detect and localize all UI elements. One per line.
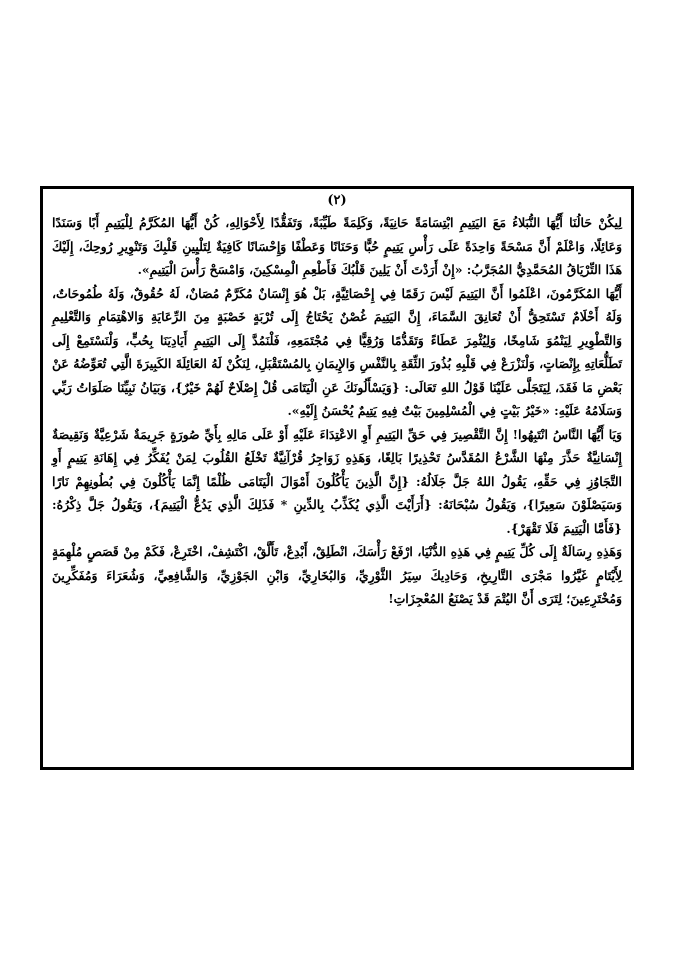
- paragraph: أَيُّهَا المُكَرَّمُونَ، اعْلَمُوا أَنَّ اليَتِيمَ لَيْسَ رَقَمًا فِي إِحْصَائِيَّةٍ، بَلْ هُوَ إِنْسَانٌ مُكَرَّمٌ مُصَانٌ، لَهُ حُقُوقٌ، وَلَهُ طُمُوحَاتٌ، وَلَهُ أَحْلَامٌ تَسْتَحِقُّ أَنْ تُعَانِقَ السَّمَاءَ، إِنَّ اليَتِيمَ غُصْنٌ يَحْتَاجُ إِلَى تُرْبَةٍ خَصْبَةٍ مِنَ الرِّعَايَةِ وَالاهْتِمَامِ وَالتَّعْلِيمِ وَالتَّطْوِيرِ لِيَنْمُوَ شَامِخًا، وَلِيُثْمِرَ عَطَاءً وَتَقَدُّمًا وَرُقِيًّا فِي مُجْتَمَعِهِ، فَلْنَمُدَّ إِلَى اليَتِيمِ أَيَادِيَنَا بِحُبٍّ، وَلْنَسْتَمِعْ إِلَى تَطَلُّعَاتِهِ بِإِنْصَاتٍ، وَلْنَزْرَعْ فِي قَلْبِهِ بُذُورَ الثِّقَةِ بِالنَّفْسِ وَالإِيمَانِ بِالمُسْتَقْبَلِ، لِنَكُنْ لَهُ العَائِلَةَ الكَبِيرَةَ الَّتِي تُعَوِّضُهُ عَنْ بَعْضِ مَا فَقَدَ، لِيَتَجَلَّى عَلَيْنَا قَوْلُ اللهِ تَعَالَى: {وَيَسْأَلُونَكَ عَنِ الْيَتَامَى قُلْ إِصْلَاحٌ لَهُمْ خَيْرٌ}، وَبَيَانُ نَبِيِّنَا صَلَوَاتُ رَبِّي وَسَلَامُهُ عَلَيْهِ: «خَيْرُ بَيْتٍ فِي الْمُسْلِمِينَ بَيْتٌ فِيهِ يَتِيمٌ يُحْسَنُ إِلَيْهِ».: [52, 285, 622, 418]
- paragraph: لِيكُنْ حَالُنَا أَيُّهَا النُّبَلاءُ مَعَ اليَتِيمِ ابْتِسَامَةً حَانِيَةً، وَكَلِمَةً طَيِّبَةً، وَتَفَقُّدًا لِأَحْوَالِهِ، كُنْ أَيُّهَا المُكَرَّمُ لِلْيَتِيمِ أَبًا وَسَنَدًا وَعَائِلًا، وَاعْلَمْ أَنَّ مَسْحَةً وَاحِدَةً عَلَى رَأْسِ يَتِيمٍ حُبًّا وَحَنَانًا وَعَطْفًا وَإِحْسَانًا كَافِيَةٌ لِتَلْيِينِ قَلْبِكَ وَتَنْوِيرِ رُوحِكَ، إِلَيْكَ هَذَا التِّرْيَاقُ المُحَمَّدِيُّ المُجَرَّبُ: «إِنْ أَرَدْتَ أَنْ يَلِينَ قَلْبُكَ فَأَطْعِمِ الْمِسْكِينَ، وَامْسَحْ رَأْسَ الْيَتِيمِ».: [52, 215, 622, 277]
- body-text: [52, 211, 622, 611]
- paragraph: وَهَذِهِ رِسَالَةٌ إِلَى كُلِّ يَتِيمٍ فِي هَذِهِ الدُّنْيَا، ارْفَعْ رَأْسَكَ، انْطَلِقْ، أَبْدِعْ، تَأَلَّقْ، اكْتَشِفْ، اخْتَرِعْ، فَكَمْ مِنْ قَصَصٍ مُلْهِمَةٍ لِأَيْتَامٍ غَيَّرُوا مَجْرَى التَّارِيخِ، وَحَادِيكَ سِيَرُ الثَّوْرِيِّ، وَالبُخَارِيِّ، وَابْنِ الجَوْزِيِّ، وَالشَّافِعِيِّ، وَشُعَرَاءَ وَمُفَكِّرِينَ وَمُخْتَرِعِينَ؛ لِتَرَى أَنَّ اليُتْمَ قَدْ يَصْنَعُ المُعْجِزَاتِ!: [52, 544, 622, 606]
- page-number: (٢): [327, 193, 347, 208]
- paragraph: وَيَا أَيُّهَا النَّاسُ انْتَبِهُوا! إِنَّ التَّقْصِيرَ فِي حَقِّ اليَتِيمِ أَوِ الاعْتِدَاءَ عَلَيْهِ أَوْ عَلَى مَالِهِ بِأَيِّ صُورَةٍ جَرِيمَةٌ شَرْعِيَّةٌ وَنَقِيصَةٌ إِنْسَانِيَّةٌ حَذَّرَ مِنْهَا الشَّرْعُ المُقَدَّسُ تَحْذِيرًا بَالِغًا، وَهَذِهِ زَوَاجِرُ قُرْآنِيَّةٌ تَخْلَعُ القُلُوبَ لِمَنْ يُفَكِّرُ فِي إِهَانَةِ يَتِيمٍ أَوِ التَّجَاوُزِ فِي حَقِّهِ، يَقُولُ اللهُ جَلَّ جَلَالُهُ: {إِنَّ الَّذِينَ يَأْكُلُونَ أَمْوَالَ الْيَتَامَى ظُلْمًا إِنَّمَا يَأْكُلُونَ فِي بُطُونِهِمْ نَارًا وَسَيَصْلَوْنَ سَعِيرًا}، وَيَقُولُ سُبْحَانَهُ: {أَرَأَيْتَ الَّذِي يُكَذِّبُ بِالدِّينِ * فَذَلِكَ الَّذِي يَدُعُّ الْيَتِيمَ}، وَيَقُولُ جَلَّ ذِكْرُهُ: {فَأَمَّا الْيَتِيمَ فَلَا تَقْهَرْ}.: [52, 426, 622, 536]
- page-frame: [40, 186, 634, 770]
